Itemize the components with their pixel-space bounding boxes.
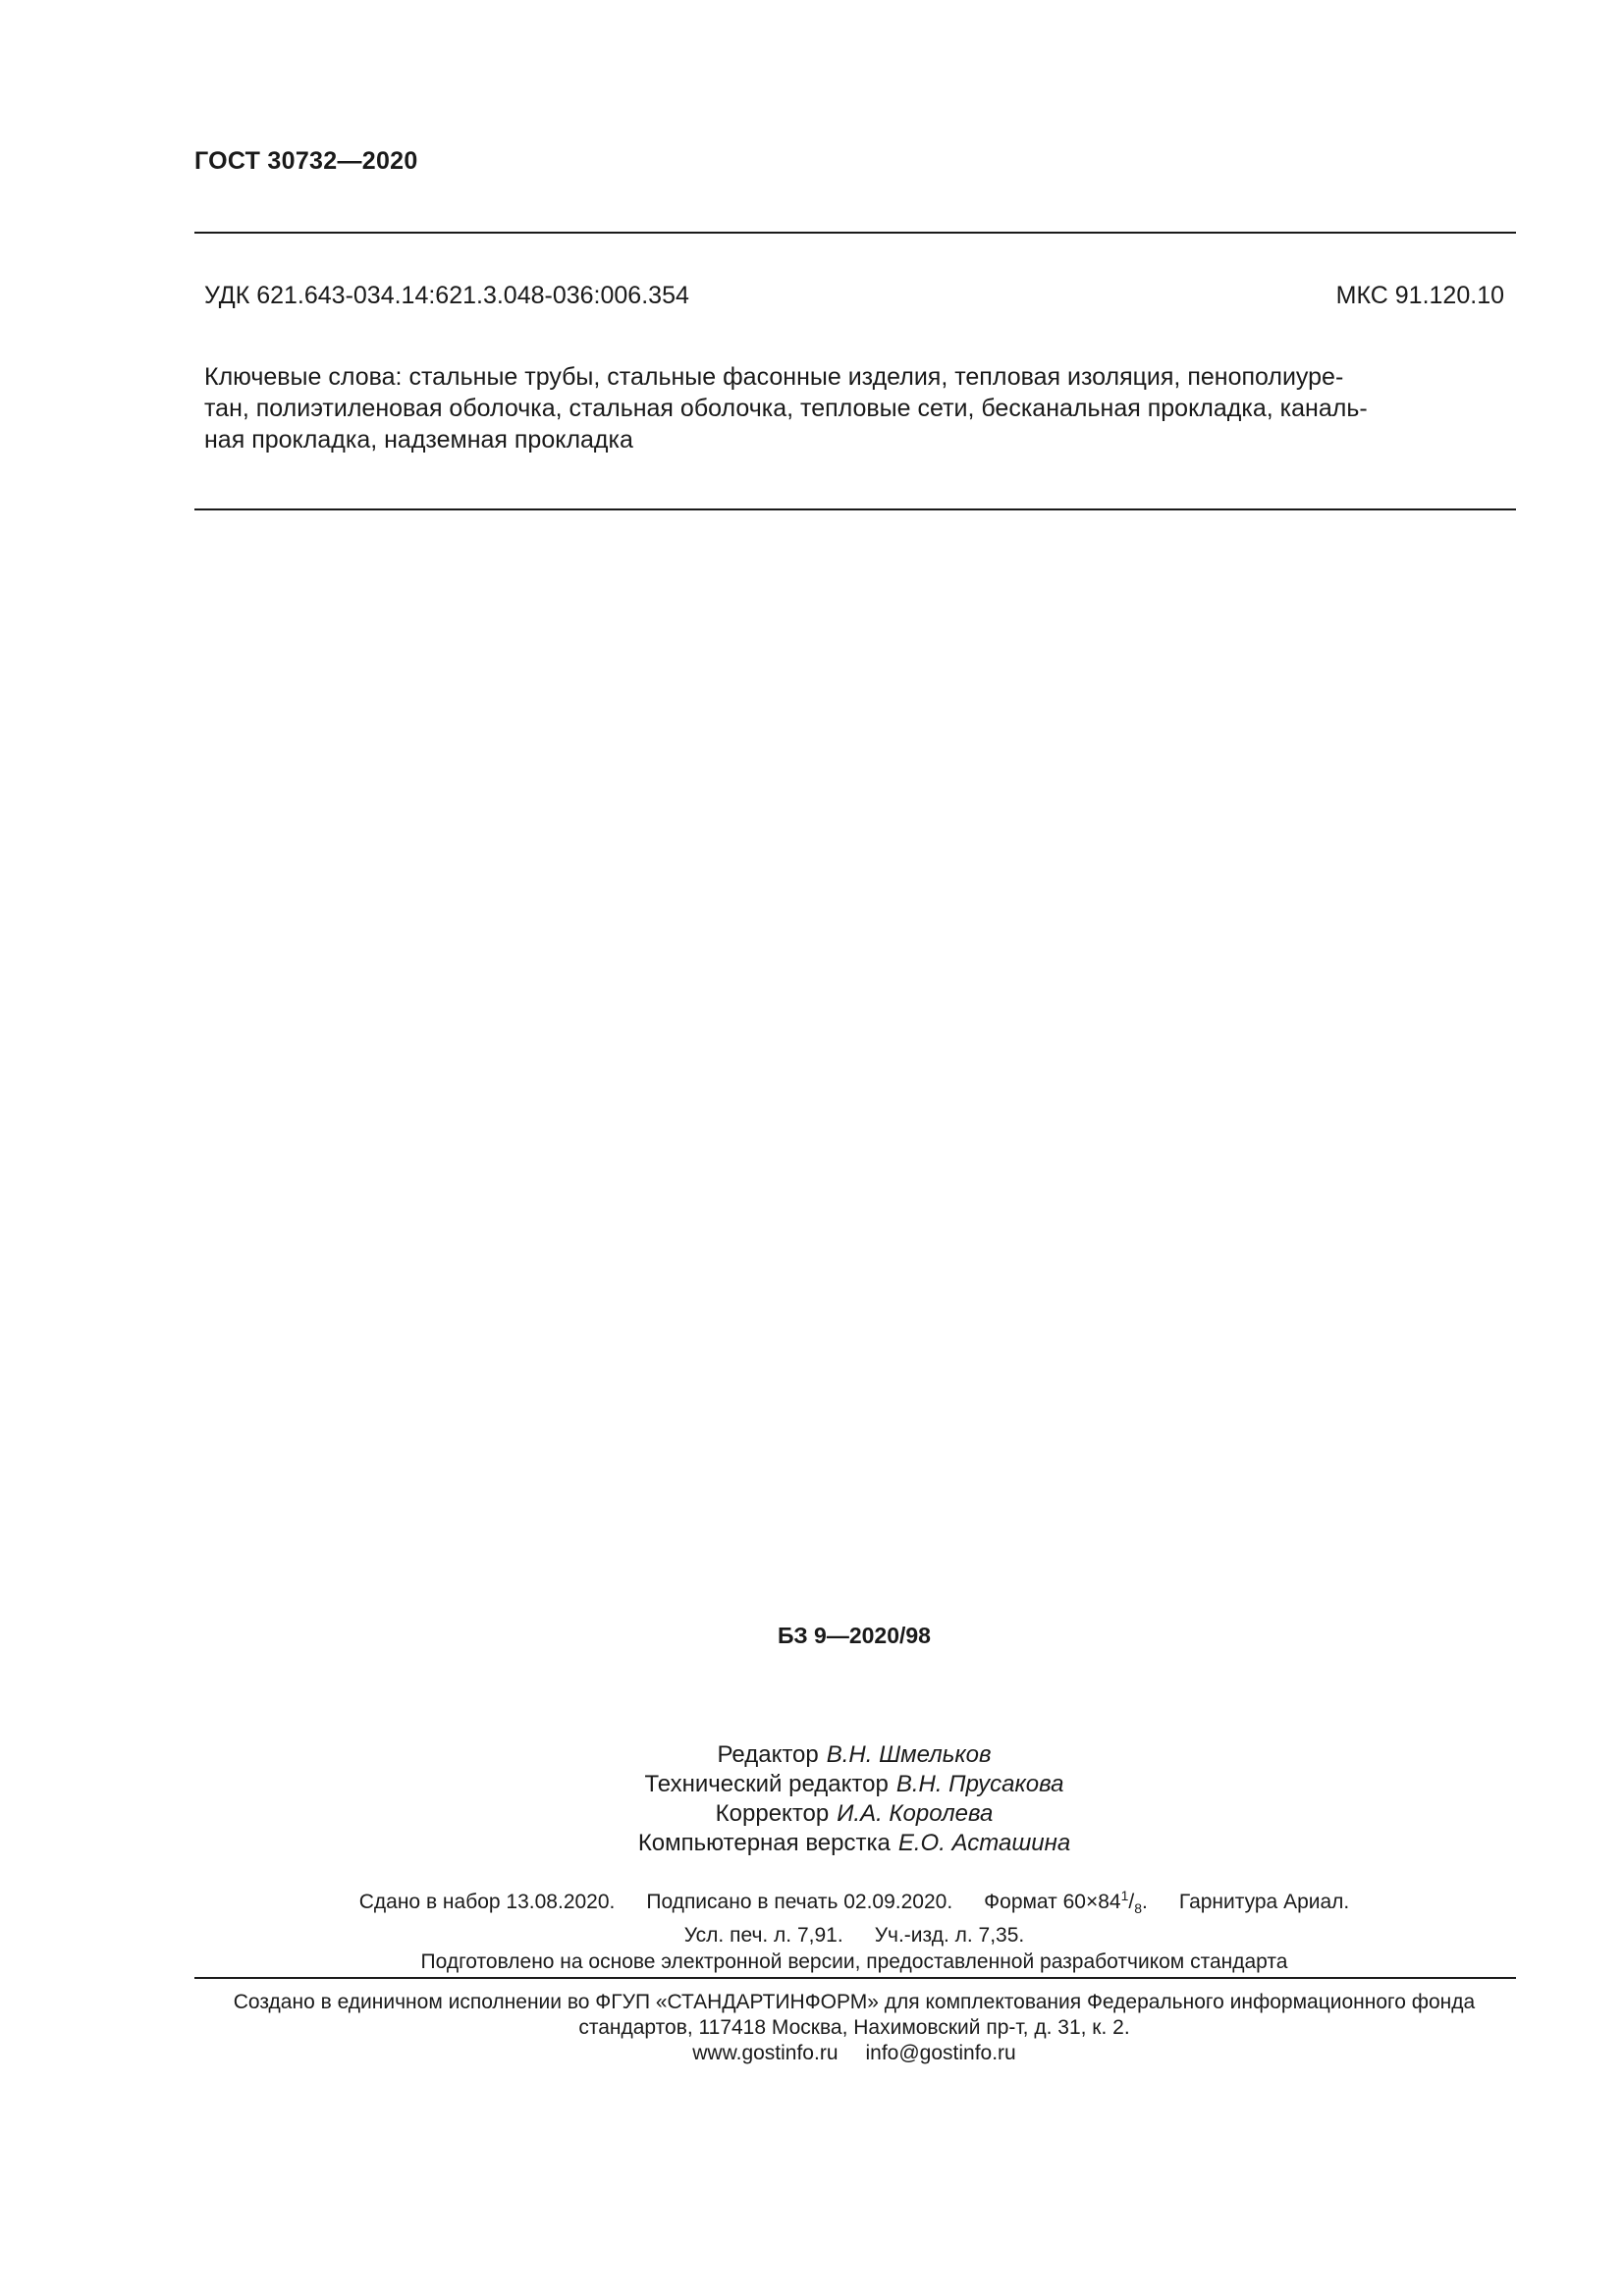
paper-format: Формат $60\times 84^1/_8$. bbox=[984, 1888, 1148, 1917]
staff-name: И.А. Королева bbox=[837, 1800, 994, 1827]
udk-code: УДК 621.643-034.14:621.3.048-036:006.354 bbox=[204, 282, 689, 309]
staff-name: В.Н. Шмельков bbox=[826, 1741, 992, 1768]
staff-row bbox=[0, 1829, 1624, 1858]
staff-name: Е.О. Асташина bbox=[897, 1830, 1071, 1856]
staff-role: Компьютерная верстка bbox=[637, 1830, 891, 1856]
divider-bottom bbox=[194, 1977, 1516, 1979]
publisher-contacts bbox=[0, 2041, 1624, 2066]
keywords-block bbox=[204, 361, 1506, 455]
staff-role: Технический редактор bbox=[644, 1771, 889, 1797]
print-sheets: Усл. печ. л. 7,91. bbox=[683, 1924, 843, 1948]
mks-code: МКС 91.120.10 bbox=[1335, 282, 1504, 309]
staff-role: Редактор bbox=[717, 1741, 819, 1768]
publisher-line: Создано в единичном исполнении во ФГУП «СТАНДАРТИНФОРМ» для комплектования Федерального информационного фонда bbox=[233, 1991, 1476, 2013]
website-link[interactable]: www.gostinfo.ru bbox=[692, 2042, 839, 2064]
print-info-row bbox=[0, 1922, 1624, 1949]
submitted-date: Сдано в набор 13.08.2020. bbox=[358, 1891, 616, 1913]
bz-number: БЗ 9—2020/98 bbox=[778, 1623, 931, 1648]
divider-top bbox=[194, 232, 1516, 234]
email-link[interactable]: info@gostinfo.ru bbox=[865, 2042, 1016, 2064]
document-code: ГОСТ 30732—2020 bbox=[194, 147, 418, 175]
keywords-line: тан, полиэтиленовая оболочка, стальная оболочка, тепловые сети, бесканальная прокладка, каналь- bbox=[204, 395, 1368, 422]
keywords-line: Ключевые слова: стальные трубы, стальные фасонные изделия, тепловая изоляция, пенополиуре- bbox=[204, 363, 1344, 391]
staff-row bbox=[0, 1770, 1624, 1799]
publisher-sheets: Уч.-изд. л. 7,35. bbox=[874, 1924, 1025, 1948]
keywords-line: ная прокладка, надземная прокладка bbox=[204, 426, 633, 454]
print-info bbox=[0, 1883, 1624, 1975]
typeface: Гарнитура Ариал. bbox=[1178, 1891, 1350, 1913]
print-info-row bbox=[0, 1883, 1624, 1922]
staff-credits bbox=[0, 1740, 1624, 1858]
staff-row bbox=[0, 1799, 1624, 1829]
prepared-note: Подготовлено на основе электронной версии, предоставленной разработчиком стандарта bbox=[420, 1950, 1288, 1974]
staff-row bbox=[0, 1740, 1624, 1770]
publisher-line: стандартов, 117418 Москва, Нахимовский пр-т, д. 31, к. 2. bbox=[578, 2016, 1130, 2039]
divider-keywords bbox=[194, 508, 1516, 510]
staff-name: В.Н. Прусакова bbox=[895, 1771, 1064, 1797]
signed-date: Подписано в печать 02.09.2020. bbox=[646, 1891, 953, 1913]
publisher-info bbox=[0, 1990, 1624, 2066]
staff-role: Корректор bbox=[715, 1800, 830, 1827]
